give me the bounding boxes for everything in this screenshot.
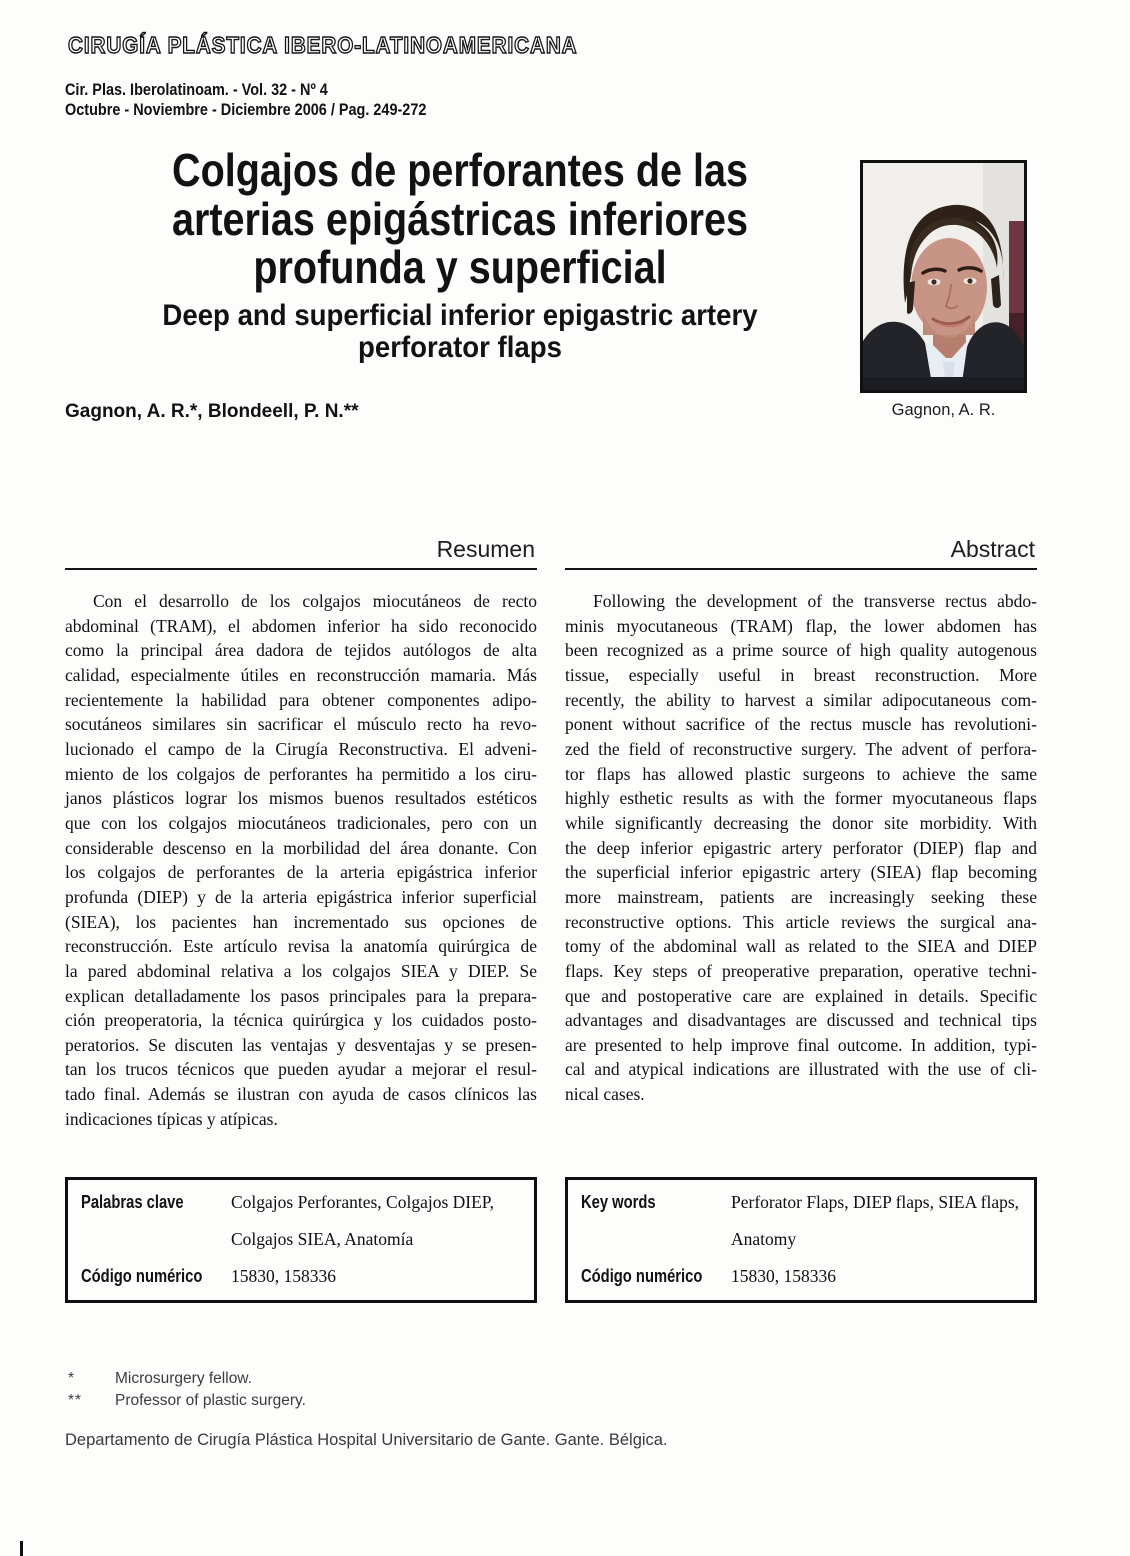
text-line: janos plásticos lograr los mismos buenos resultados estéticos bbox=[65, 788, 537, 809]
codigo-numerico-value-en: 15830, 158336 bbox=[731, 1266, 836, 1286]
text-line: Deep and superficial inferior epigastric artery bbox=[162, 298, 758, 332]
text-line: the deep inferior epigastric artery perforator (DIEP) flap and bbox=[565, 837, 1037, 858]
article-title-block bbox=[60, 146, 860, 364]
text-line: Colgajos de perforantes de las bbox=[172, 144, 748, 196]
key-words-value-line2: Anatomy bbox=[731, 1229, 797, 1249]
footnote-marker-1: * bbox=[68, 1370, 76, 1387]
resumen-heading: Resumen bbox=[65, 536, 537, 570]
text-line: peratorios. Se discuten las ventajas y desventajas y se presen- bbox=[65, 1034, 537, 1055]
key-words-label: Key words bbox=[581, 1192, 656, 1212]
codigo-numerico-label-en: Código numérico bbox=[581, 1266, 703, 1286]
print-crop-mark bbox=[20, 1541, 23, 1556]
footnote-marker-2: ** bbox=[68, 1391, 83, 1409]
text-line: flaps. Key steps of preoperative preparation, operative techni- bbox=[565, 960, 1037, 981]
abstract-text bbox=[565, 589, 1037, 1107]
text-line: reconstrucción. Este artículo revisa la anatomía quirúrgica de bbox=[65, 936, 537, 957]
text-line: tado final. Además se ilustran con ayuda de casos clínicos las bbox=[65, 1084, 537, 1105]
text-line: advantages and disadvantages are discussed and technical tips bbox=[565, 1010, 1037, 1031]
text-line: que con los colgajos miocutáneos tradicionales, pero con un bbox=[65, 812, 537, 833]
text-line: (SIEA), los pacientes han incrementado sus opciones de bbox=[65, 911, 537, 932]
abstract-section bbox=[565, 536, 1037, 1131]
text-line: reconstructive options. This article reviews the surgical ana- bbox=[565, 911, 1037, 932]
text-line: considerable descenso en la morbilidad del área donante. Con bbox=[65, 837, 537, 858]
text-line: que and postoperative care are explained in details. Specific bbox=[565, 985, 1037, 1006]
codigo-numerico-value-es: 15830, 158336 bbox=[231, 1266, 336, 1286]
text-line: la pared abdominal relativa a los colgajos SIEA y DIEP. Se bbox=[65, 960, 537, 981]
text-line: Following the development of the transverse rectus abdo- bbox=[593, 591, 1037, 611]
footnote-text-2: Professor of plastic surgery. bbox=[115, 1391, 306, 1409]
footnotes bbox=[68, 1368, 306, 1411]
text-line: arterias epigástricas inferiores bbox=[171, 192, 749, 245]
abstract-heading: Abstract bbox=[565, 536, 1037, 570]
keywords-box-english bbox=[565, 1177, 1037, 1303]
text-line: como la principal área dadora de tejidos autólogos de alta bbox=[65, 640, 537, 661]
text-line: the superficial inferior epigastric artery (SIEA) flap becoming bbox=[565, 862, 1037, 883]
text-line: while significantly decreasing the donor site morbidity. With bbox=[565, 812, 1037, 833]
text-line: miento de los colgajos de perforantes ha permitido a los ciru- bbox=[65, 763, 537, 784]
journal-volume-line: Cir. Plas. Iberolatinoam. - Vol. 32 - Nº 4 bbox=[65, 80, 328, 99]
resumen-section bbox=[65, 536, 537, 1131]
text-line: tissue, especially useful in breast reconstruction. More bbox=[565, 664, 1037, 685]
text-line: recientemente la habilidad para obtener componentes adipo- bbox=[65, 689, 537, 710]
resumen-text bbox=[65, 589, 537, 1131]
text-line: nical cases. bbox=[565, 1084, 645, 1105]
journal-banner: CIRUGÍA PLÁSTICA IBERO-LATINOAMERICANA bbox=[68, 32, 578, 58]
text-line: tan los trucos técnicos que pueden ayudar a mejorar el resul- bbox=[65, 1059, 537, 1080]
journal-date-line: Octubre - Noviembre - Diciembre 2006 / Pag. 249-272 bbox=[65, 99, 427, 119]
text-line: lucionado el campo de la Cirugía Reconstructiva. El adveni- bbox=[65, 738, 537, 759]
text-line: tomy of the abdominal wall as related to the SIEA and DIEP bbox=[565, 936, 1037, 957]
palabras-clave-value-line1: Colgajos Perforantes, Colgajos DIEP, bbox=[231, 1192, 494, 1212]
text-line: minis myocutaneous (TRAM) flap, the lower abdomen has bbox=[565, 615, 1037, 636]
text-line: zed the field of reconstructive surgery. The advent of perfora- bbox=[565, 738, 1037, 759]
journal-reference-block bbox=[65, 80, 426, 119]
affiliation-line: Departamento de Cirugía Plástica Hospital Universitario de Gante. Gante. Bélgica. bbox=[65, 1431, 668, 1449]
text-line: more mainstream, patients are increasingly seeking these bbox=[565, 886, 1037, 907]
article-title-spanish bbox=[116, 146, 804, 292]
text-line: profunda (DIEP) y de la arteria epigástrica inferior superficial bbox=[65, 886, 537, 907]
text-line: perforator flaps bbox=[358, 330, 562, 364]
keywords-box-spanish bbox=[65, 1177, 537, 1303]
text-line: abdominal (TRAM), el abdomen inferior ha sido reconocido bbox=[65, 615, 537, 636]
authors-line: Gagnon, A. R.*, Blondeell, P. N.** bbox=[65, 401, 359, 422]
palabras-clave-value-line2: Colgajos SIEA, Anatomía bbox=[231, 1229, 414, 1249]
text-line: profunda y superficial bbox=[253, 241, 667, 293]
text-line: recently, the ability to harvest a similar adipocutaneous com- bbox=[565, 689, 1037, 710]
article-title-english bbox=[92, 300, 828, 364]
author-portrait-illustration bbox=[863, 163, 1024, 390]
key-words-value-line1: Perforator Flaps, DIEP flaps, SIEA flaps, bbox=[731, 1192, 1020, 1212]
text-line: been recognized as a prime source of high quality autogenous bbox=[565, 640, 1037, 661]
summary-columns bbox=[65, 536, 1037, 1131]
text-line: los colgajos de perforantes de la arteria epigástrica inferior bbox=[65, 862, 537, 883]
text-line: cal and atypical indications are illustrated with the use of cli- bbox=[565, 1059, 1037, 1080]
text-line: ponent without sacrifice of the rectus muscle has revolutioni- bbox=[565, 714, 1037, 735]
palabras-clave-label: Palabras clave bbox=[81, 1192, 184, 1212]
text-line: ción preoperatoria, la técnica quirúrgica y los cuidados posto- bbox=[65, 1010, 537, 1031]
text-line: indicaciones típicas y atípicas. bbox=[65, 1108, 278, 1129]
text-line: tor flaps has allowed plastic surgeons to achieve the same bbox=[565, 763, 1037, 784]
author-photo-caption: Gagnon, A. R. bbox=[891, 401, 996, 419]
footnote-text-1: Microsurgery fellow. bbox=[115, 1370, 252, 1387]
codigo-numerico-label-es: Código numérico bbox=[81, 1266, 203, 1286]
text-line: Con el desarrollo de los colgajos miocutáneos de recto bbox=[93, 591, 537, 611]
text-line: socutáneos similares sin sacrificar el músculo recto ha revo- bbox=[65, 714, 537, 735]
text-line: highly esthetic results as with the former myocutaneous flaps bbox=[565, 788, 1037, 809]
text-line: calidad, especialmente útiles en reconstrucción mamaria. Más bbox=[65, 664, 537, 685]
author-photo bbox=[860, 160, 1027, 393]
text-line: are presented to help improve final outcome. In addition, typi- bbox=[565, 1034, 1037, 1055]
text-line: explican detalladamente los pasos principales para la prepara- bbox=[65, 985, 537, 1006]
